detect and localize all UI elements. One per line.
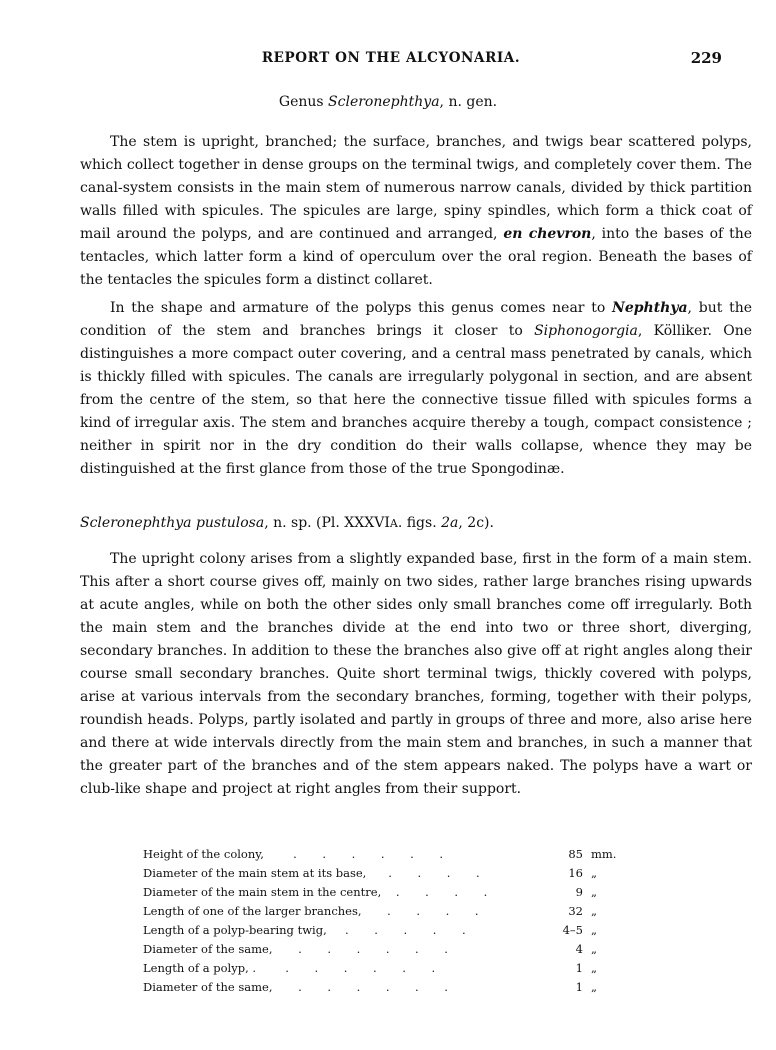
measurement-label: Diameter of the main stem in the centre, . . . . bbox=[143, 885, 488, 899]
measurement-label: Length of one of the larger branches, . . . . bbox=[143, 904, 479, 918]
figure-ref-2a: 2a bbox=[441, 515, 459, 531]
genus-heading bbox=[0, 94, 776, 110]
species-name: Scleronephthya pustulosa bbox=[80, 515, 265, 531]
measurements-table bbox=[143, 845, 653, 997]
measurement-unit: „ bbox=[591, 885, 597, 899]
measurement-label: Height of the colony, . . . . . . bbox=[143, 847, 443, 861]
measurement-unit: „ bbox=[591, 942, 597, 956]
species-suffix-b: . figs. bbox=[397, 515, 442, 531]
measurement-unit: „ bbox=[591, 904, 597, 918]
species-close: ). bbox=[484, 515, 494, 531]
para2-text-a: In the shape and armature of the polyps this genus comes near to bbox=[110, 300, 613, 316]
para2-text-b: , but the condition of the stem and branches brings it closer to bbox=[80, 300, 752, 339]
genus-suffix: , n. gen. bbox=[439, 94, 498, 110]
running-header bbox=[60, 50, 722, 72]
running-title: REPORT ON THE ALCYONARIA. bbox=[261, 50, 521, 66]
measurement-unit: „ bbox=[591, 980, 597, 994]
genus-comparison-paragraph bbox=[80, 297, 752, 481]
genus-name: Scleronephthya bbox=[328, 94, 440, 110]
measurement-row bbox=[143, 959, 653, 978]
figure-ref-2c: 2c bbox=[467, 515, 485, 531]
measurement-row bbox=[143, 940, 653, 959]
measurement-row bbox=[143, 921, 653, 940]
measurement-row bbox=[143, 902, 653, 921]
para1-italic-term: en chevron bbox=[503, 226, 592, 242]
measurement-label: Diameter of the same, . . . . . . bbox=[143, 942, 448, 956]
figure-sep: , bbox=[458, 515, 468, 531]
measurement-unit: „ bbox=[591, 866, 597, 880]
measurement-unit: „ bbox=[591, 923, 597, 937]
measurement-label: Diameter of the same, . . . . . . bbox=[143, 980, 448, 994]
measurement-value: 1 bbox=[575, 961, 583, 975]
measurement-row bbox=[143, 978, 653, 997]
measurement-value: 4–5 bbox=[562, 923, 583, 937]
para1-text-a: The stem is upright, branched; the surface, branches, and twigs bear scattered polyps, which collect together in dense groups on the terminal twigs, and completely cover them. The canal-system consists in the main stem of numerous narrow canals, divided by thick partition walls filled with spicules. The spicules are large, spiny spindles, which form a thick coat of mail around the polyps, and are continued and arranged, bbox=[80, 134, 752, 242]
measurement-label: Length of a polyp, . . . . . . . bbox=[143, 961, 436, 975]
genus-ref-nephthya: Nephthya bbox=[612, 300, 688, 316]
measurement-value: 16 bbox=[568, 866, 583, 880]
measurement-value: 85 bbox=[568, 847, 583, 861]
measurement-row bbox=[143, 883, 653, 902]
measurement-label: Length of a polyp-bearing twig, . . . . . bbox=[143, 923, 466, 937]
measurement-value: 1 bbox=[575, 980, 583, 994]
measurement-value: 32 bbox=[568, 904, 583, 918]
species-suffix-a: , n. sp. (Pl. XXXVI bbox=[264, 515, 390, 531]
page-number: 229 bbox=[690, 49, 722, 67]
measurement-unit: „ bbox=[591, 961, 597, 975]
measurement-row bbox=[143, 864, 653, 883]
measurement-value: 9 bbox=[575, 885, 583, 899]
measurement-label: Diameter of the main stem at its base, . . . . bbox=[143, 866, 480, 880]
genus-prefix: Genus bbox=[278, 94, 329, 110]
measurement-value: 4 bbox=[575, 942, 583, 956]
genus-description-paragraph bbox=[80, 131, 752, 292]
species-description-paragraph: The upright colony arises from a slightly expanded base, first in the form of a main stem. This after a short course gives off, mainly on two sides, rather large branches rising upwards at acute angles, while on both the other sides only small branches come off irregularly. Both the main stem and the branches divide at the end into two or three short, diverging, secondary branches. In addition to these the branches also give off at right angles along their course small secondary branches. Quite short terminal twigs, thickly covered with polyps, arise at various intervals from the secondary branches, forming, together with their polyps, roundish heads. Polyps, partly isolated and partly in groups of three and more, also arise here and there at wide intervals directly from the main stem and branches, in such a manner that the greater part of the branches and of the stem appears naked. The polyps have a wart or club-like shape and project at right angles from their support. bbox=[80, 551, 752, 797]
para1-text-b: , into the bases of the tentacles, which latter form a kind of operculum over the oral region. Beneath the bases of the tentacles the spicules form a distinct collaret. bbox=[80, 226, 752, 288]
plate-letter: A bbox=[389, 517, 398, 530]
measurement-row bbox=[143, 845, 653, 864]
species-heading bbox=[80, 515, 752, 531]
measurement-unit: mm. bbox=[591, 847, 617, 861]
para2-text-c: , Kölliker. One distinguishes a more compact outer covering, and a central mass penetrated by canals, which is thickly filled with spicules. The canals are irregularly polygonal in section, and are absent from the centre of the stem, so that here the connective tissue filled with spicules forms a kind of irregular axis. The stem and branches acquire thereby a tough, compact consistence ; neither in spirit nor in the dry condition do their walls collapse, whence they may be distinguished at the first glance from those of the true Spongodinæ. bbox=[80, 323, 752, 477]
genus-ref-siphonogorgia: Siphonogorgia bbox=[534, 323, 638, 339]
